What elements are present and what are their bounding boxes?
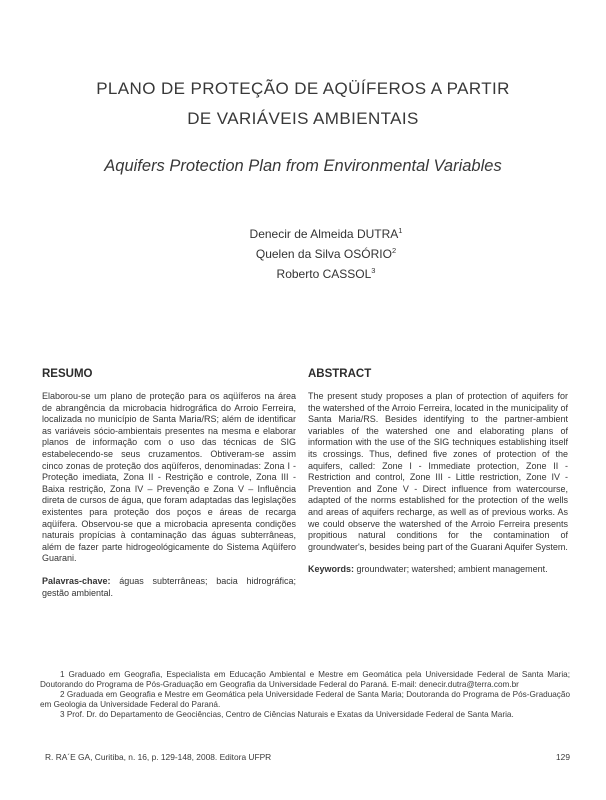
- footnote-2: 2 Graduada em Geografia e Mestre em Geomática pela Universidade Federal de Santa Maria; Doutoranda do Programa de Pós-Graduação em Geologia da Universidade Federal do Paraná.: [40, 690, 570, 709]
- page-footer: [45, 752, 570, 762]
- abstract-columns: [42, 368, 568, 599]
- author-footnote-marker: 2: [391, 246, 397, 255]
- abstract-keywords-text: groundwater; watershed; ambient management.: [356, 564, 548, 575]
- resumo-keywords-text: águas subterrâneas; bacia hidrográfica; gestão ambiental.: [42, 575, 296, 598]
- journal-citation: R. RA´E GA, Curitiba, n. 16, p. 129-148, 2008. Editora UFPR: [45, 752, 272, 762]
- resumo-heading: RESUMO: [42, 368, 93, 380]
- abstract-body: The present study proposes a plan of protection of aquifers for the watershed of the Arroio Ferreira, located in the municipality of Santa Maria/RS. Besides identifying to the partner-ambient variables of the watershed one and elaborating plans of information with the use of the SIG techniques establishing itself its crossings. Thus, defined five zones of protection of the aquifers, called: Zone I - Immediate protection, Zone II - Restriction and control, Zone III - Little restriction, Zone IV - Prevention and Zone V - Direct influence from watercourse, adapted of the norms established for the protection of the wells and areas of aquifers recharge, as well as of previous works. As we could observe the watershed of the Arroio Ferreira presents propitious natural conditions for the contamination of groundwater's, besides being part of the Guarani Aquifer System.: [308, 391, 568, 552]
- abstract-section: [308, 368, 568, 599]
- paper-title: [0, 74, 606, 134]
- resumo-keywords: [42, 576, 296, 599]
- author-line: [146, 264, 506, 284]
- author-name: Quelen da Silva OSÓRIO: [255, 247, 392, 261]
- author-name: Denecir de Almeida DUTRA: [249, 227, 399, 241]
- paper-translated-title: Aquifers Protection Plan from Environmental Variables: [104, 157, 502, 175]
- author-line: [146, 224, 506, 244]
- author-name: Roberto CASSOL: [276, 267, 372, 281]
- resumo-body: Elaborou-se um plano de proteção para os aqüíferos na área de abrangência da microbacia hidrográfica do Arroio Ferreira, localizada no município de Santa Maria/RS; além de identificar as variáveis sócio-ambientais presentes na mesma e elaborar planos de informação com o uso das técnicas de SIG estabelecendo-se seus cruzamentos. Obtiveram-se assim cinco zonas de proteção dos aqüíferos, denominadas: Zona I - Proteção imediata, Zona II - Restrição e controle, Zona III - Baixa restrição, Zona IV – Prevenção e Zona V – Influência direta de cursos de água, que foram adaptadas das legislações existentes para proteção dos poços e áreas de recarga aqüífera. Observou-se que a microbacia apresenta condições naturais propícias à contaminação das águas subterrâneas, além de fazer parte hidrogeológicamente do Sistema Aqüífero Guarani.: [42, 391, 296, 564]
- author-line: [146, 244, 506, 264]
- paper-title-line-2: DE VARIÁVEIS AMBIENTAIS: [187, 109, 419, 128]
- resumo-section: [42, 368, 296, 599]
- author-footnote-marker: 1: [398, 226, 403, 235]
- page-number: 129: [556, 752, 570, 762]
- footnote-3: 3 Prof. Dr. do Departamento de Geociências, Centro de Ciências Naturais e Exatas da Universidade Federal de Santa Maria.: [60, 710, 514, 719]
- paper-title-line-1: PLANO DE PROTEÇÃO DE AQÜÍFEROS A PARTIR: [96, 79, 510, 98]
- resumo-keywords-label: Palavras-chave:: [42, 575, 111, 586]
- abstract-keywords-label: Keywords:: [308, 564, 355, 575]
- abstract-heading: ABSTRACT: [308, 368, 372, 380]
- author-footnote-marker: 3: [371, 266, 376, 275]
- footnotes: [40, 670, 570, 720]
- author-list: [146, 224, 506, 284]
- abstract-keywords: [308, 564, 568, 576]
- footnote-1: 1 Graduado em Geografia, Especialista em Educação Ambiental e Mestre em Geomática pela Universidade Federal de Santa Maria; Doutorando do Programa de Pós-Graduação em Geografia da Universidade Federal do Paraná. E-mail: denecir.dutra@terra.com.br: [40, 670, 570, 689]
